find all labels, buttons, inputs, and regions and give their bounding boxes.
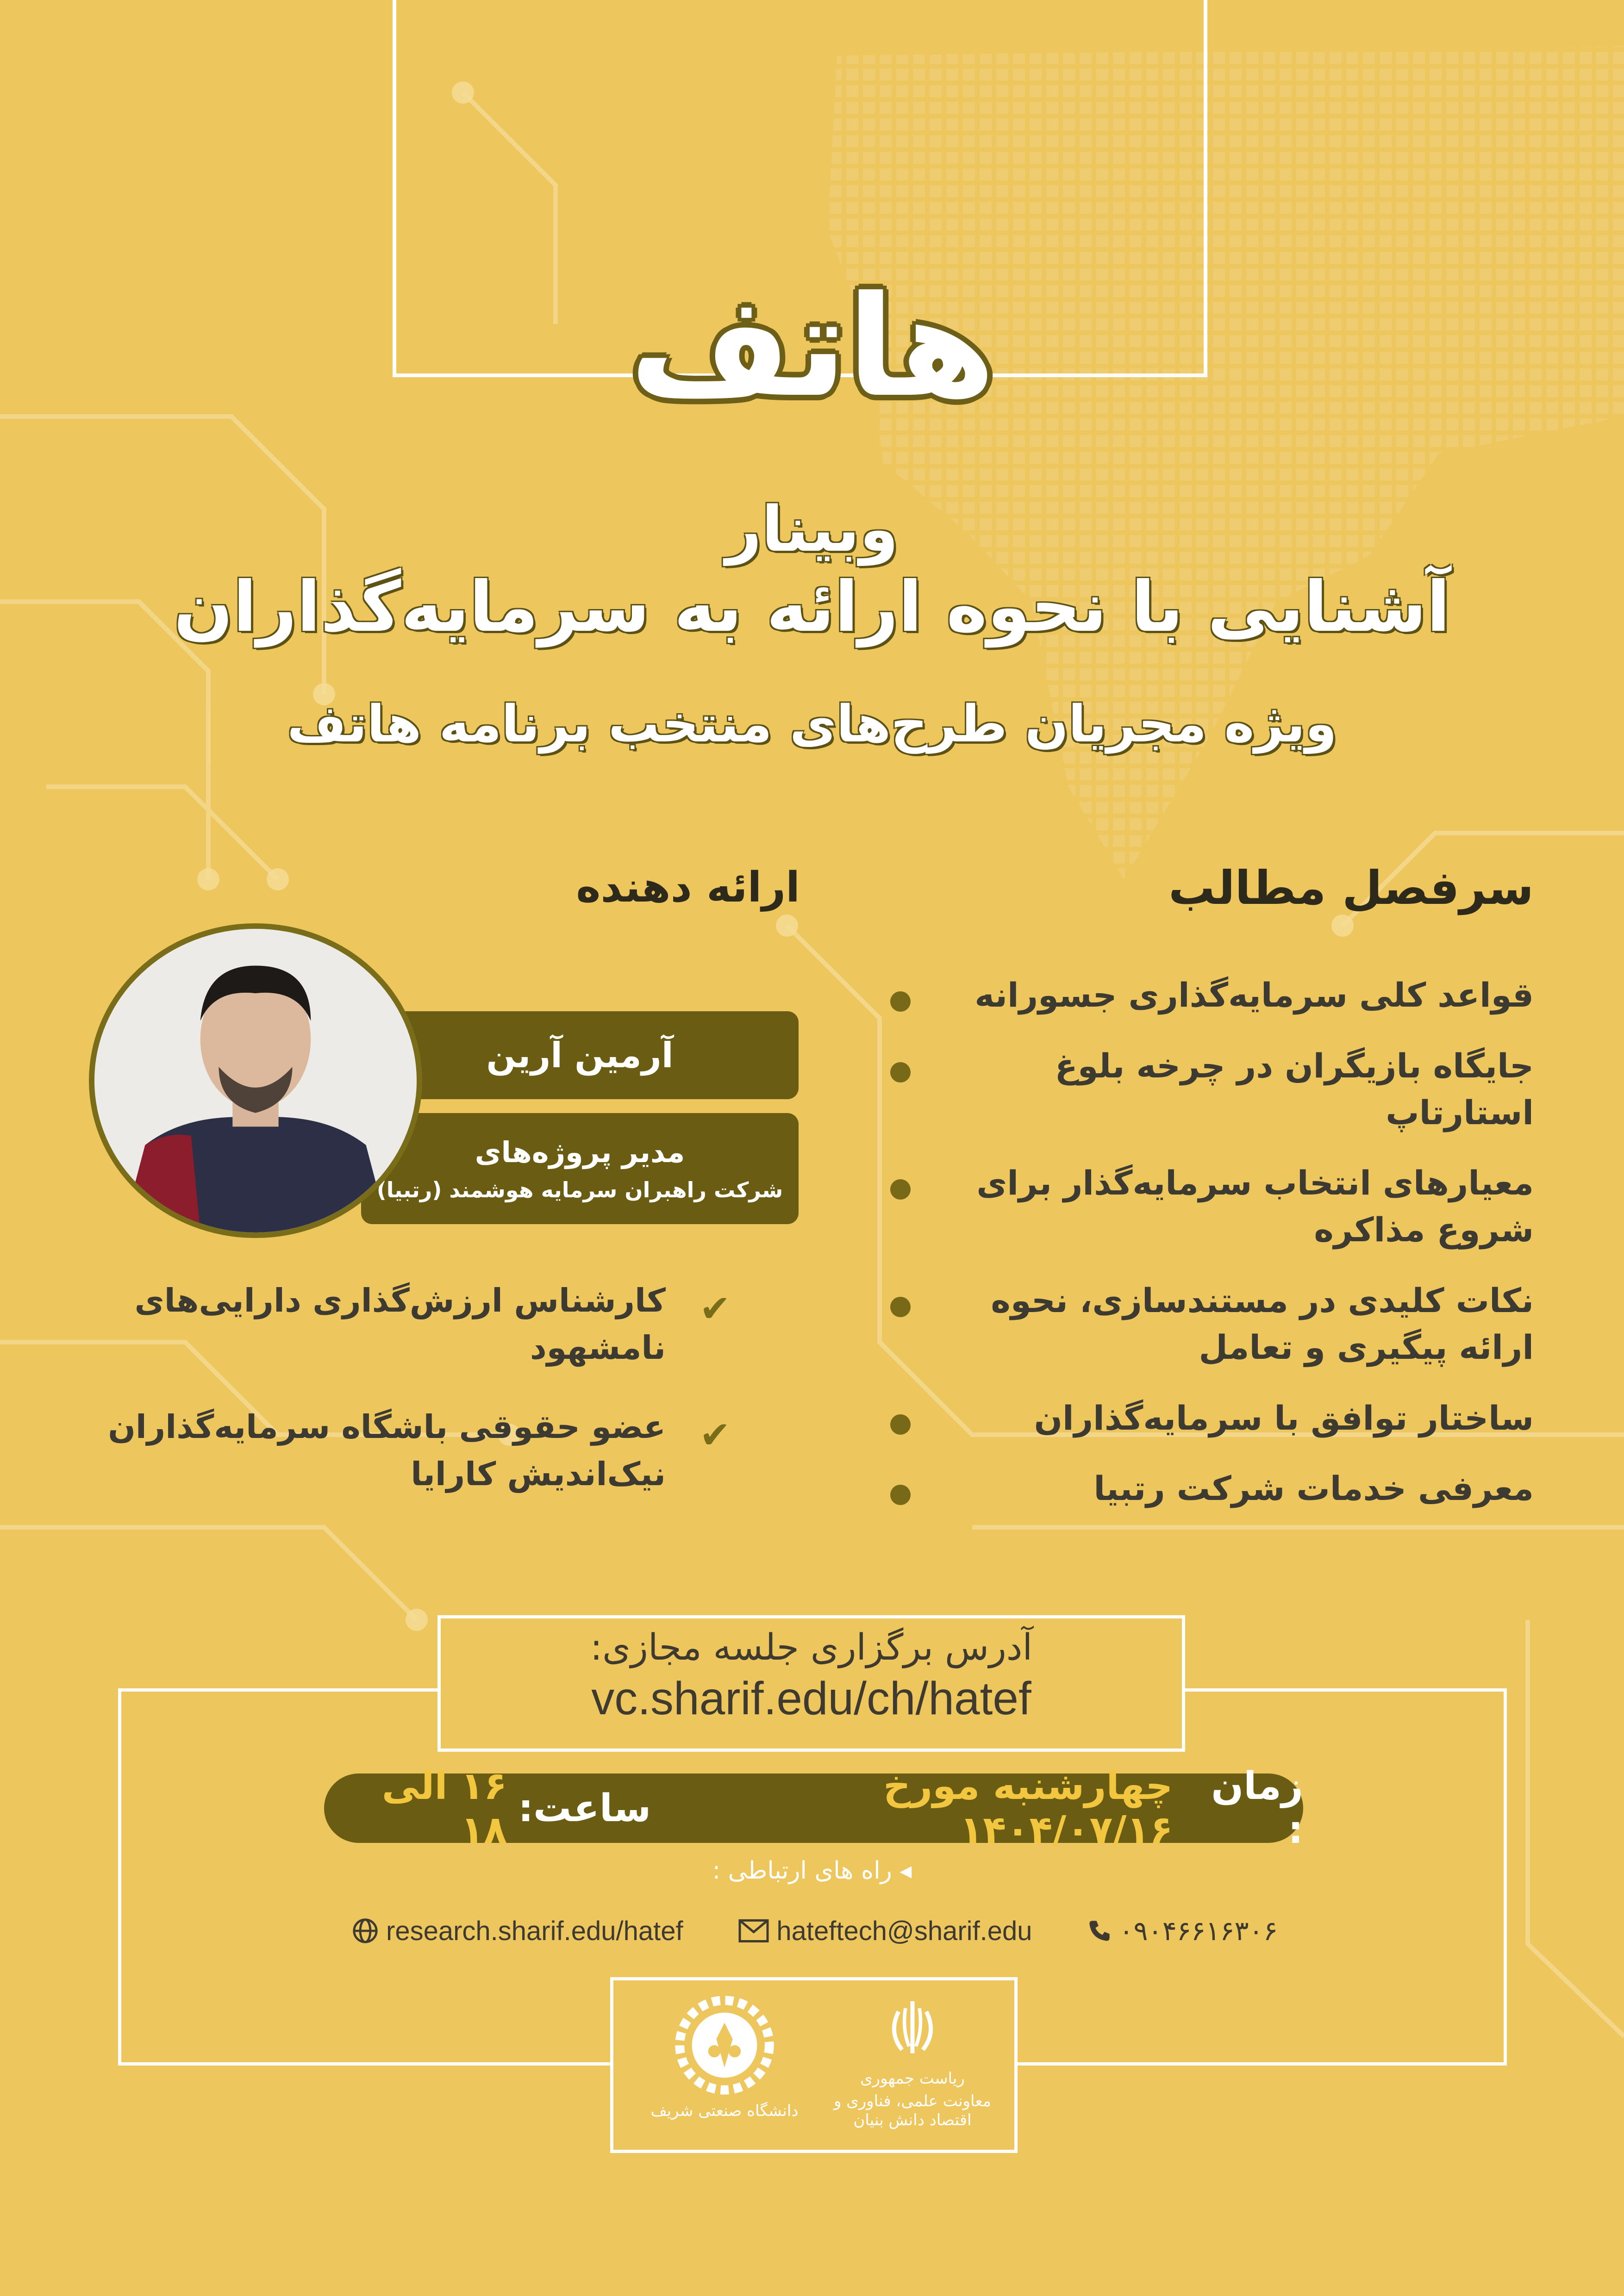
sharif-university-logo [641, 1994, 808, 2142]
bullet-icon [890, 1062, 911, 1083]
presenter-avatar-icon [94, 929, 417, 1232]
presidency-caption: ریاست جمهوری [860, 2069, 965, 2088]
webinar-label: وبینار [725, 493, 899, 566]
agenda-item: جایگاه بازیگران در چرخه بلوغ استارتاپ [890, 1043, 1534, 1136]
time-key: زمان : [1211, 1764, 1303, 1852]
presenter-role: مدیر پروژه‌های [475, 1135, 685, 1169]
presenter-role-bar [361, 1113, 799, 1224]
presidency-logo [829, 1994, 996, 2142]
contact-title: ◂ راه های ارتباطی : [712, 1857, 912, 1885]
hour-key: ساعت: [518, 1786, 651, 1830]
webinar-title: آشنایی با نحوه ارائه به سرمایه‌گذاران [174, 567, 1450, 647]
credential-item: ✔ عضو حقوقی باشگاه سرمایه‌گذاران نیک‌اندیش کارایا [108, 1408, 731, 1493]
agenda-item: قواعد کلی سرمایه‌گذاری جسورانه [890, 972, 1534, 1019]
agenda-item: نکات کلیدی در مستندسازی، نحوه ارائه پیگیری و تعامل [890, 1277, 1534, 1371]
email-contact[interactable] [738, 1916, 1032, 1947]
agenda-list [890, 972, 1534, 1536]
date-value: چهارشنبه مورخ ۱۴۰۴/۰۷/۱۶ [883, 1764, 1173, 1852]
bullet-icon [890, 1485, 911, 1505]
mail-icon [738, 1919, 769, 1942]
presenter-company: شرکت راهبران سرمایه هوشمند (رتبیا) [376, 1177, 783, 1202]
hour-value: ۱۶ الی ۱۸ [381, 1764, 507, 1852]
agenda-item: معرفی خدمات شرکت رتبیا [890, 1465, 1534, 1512]
presenter-name: آرمین آرین [486, 1035, 674, 1076]
presenter-photo [89, 923, 422, 1238]
footer-logos-box [610, 1977, 1018, 2153]
phone-icon [1087, 1919, 1112, 1943]
agenda-item: ساختار توافق با سرمایه‌گذاران [890, 1395, 1534, 1442]
agenda-item: معیارهای انتخاب سرمایه‌گذار برای شروع مذاکره [890, 1160, 1534, 1253]
email-link[interactable]: hateftech@sharif.edu [776, 1916, 1032, 1946]
presenter-heading: ارائه دهنده [576, 863, 800, 912]
credentials-list [82, 1277, 731, 1530]
gear-emblem-icon [674, 1994, 775, 2096]
session-address-box [437, 1615, 1185, 1752]
credential-item: ✔ کارشناس ارزش‌گذاری دارایی‌های نامشهود [134, 1282, 731, 1367]
webinar-subtitle: ویژه مجریان طرح‌های منتخب برنامه هاتف [287, 694, 1337, 753]
agenda-heading: سرفصل مطالب [1168, 861, 1534, 915]
iran-emblem-icon [878, 1994, 947, 2064]
website-link[interactable]: research.sharif.edu/hatef [386, 1916, 683, 1946]
hatef-logo: هاتف [629, 266, 996, 428]
phone-number[interactable]: ۰۹۰۴۶۶۱۶۳۰۶ [1119, 1916, 1278, 1946]
globe-icon [352, 1917, 379, 1944]
session-url-link[interactable]: vc.sharif.edu/ch/hatef [591, 1673, 1031, 1724]
bullet-icon [890, 1297, 911, 1317]
phone-contact[interactable] [1087, 1915, 1278, 1947]
website-contact[interactable] [352, 1916, 683, 1947]
contact-row [352, 1912, 1278, 1949]
check-icon: ✔ [699, 1287, 731, 1330]
presidency-subcaption: معاونت علمی، فناوری و اقتصاد دانش بنیان [834, 2091, 991, 2129]
bullet-icon [890, 1414, 911, 1435]
session-time-pill [324, 1764, 1303, 1852]
bullet-icon [890, 991, 911, 1012]
check-icon: ✔ [699, 1413, 731, 1456]
address-label: آدرس برگزاری جلسه مجازی: [590, 1627, 1033, 1668]
sharif-caption: دانشگاه صنعتی شریف [650, 2102, 799, 2120]
bullet-icon [890, 1179, 911, 1200]
presenter-name-bar [361, 1011, 799, 1099]
